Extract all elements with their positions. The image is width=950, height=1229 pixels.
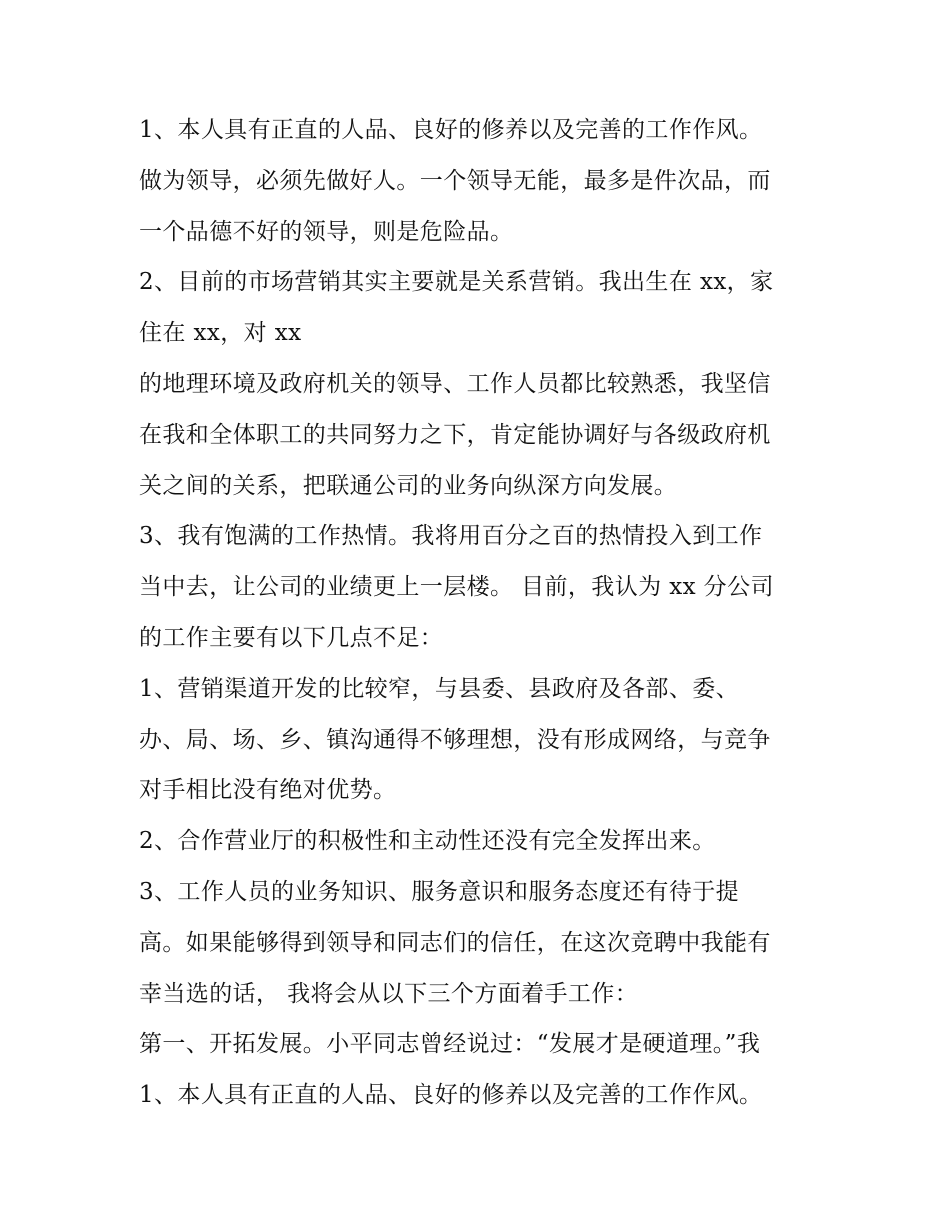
text-line-2: 做为领导，必须先做好人。一个领导无能，最多是件次品，而 (139, 167, 771, 194)
text-line-16: 3、工作人员的业务知识、服务意识和服务态度还有待于提 (139, 878, 740, 905)
text-line-17: 高。如果能够得到领导和同志们的信任，在这次竞聘中我能有 (139, 929, 771, 956)
text-line-5: 住在 xx，对 xx (139, 320, 302, 347)
text-line-20: 1、本人具有正直的人品、良好的修养以及完善的工作作风。 (139, 1082, 763, 1109)
text-line-3: 一个品德不好的领导，则是危险品。 (139, 218, 514, 245)
text-line-13: 办、局、场、乡、镇沟通得不够理想，没有形成网络，与竞争 (139, 726, 771, 753)
text-line-6: 的地理环境及政府机关的领导、工作人员都比较熟悉，我坚信 (139, 370, 771, 397)
document-body (139, 105, 829, 1121)
text-line-4: 2、目前的市场营销其实主要就是关系营销。我出生在 xx，家 (139, 269, 774, 296)
text-line-11: 的工作主要有以下几点不足： (139, 624, 444, 651)
text-line-9: 3、我有饱满的工作热情。我将用百分之百的热情投入到工作 (139, 523, 763, 550)
text-line-14: 对手相比没有绝对优势。 (139, 777, 397, 804)
text-line-7: 在我和全体职工的共同努力之下，肯定能协调好与各级政府机 (139, 421, 771, 448)
text-line-15: 2、合作营业厅的积极性和主动性还没有完全发挥出来。 (139, 828, 716, 855)
text-line-18: 幸当选的话， 我将会从以下三个方面着手工作： (139, 980, 639, 1007)
text-line-8: 关之间的关系，把联通公司的业务向纵深方向发展。 (139, 472, 678, 499)
text-line-1: 1、本人具有正直的人品、良好的修养以及完善的工作作风。 (139, 117, 763, 143)
text-line-12: 1、营销渠道开发的比较窄，与县委、县政府及各部、委、 (139, 675, 740, 702)
text-line-10: 当中去，让公司的业绩更上一层楼。 目前，我认为 xx 分公司 (139, 574, 774, 601)
text-line-19: 第一、开拓发展。小平同志曾经说过：“发展才是硬道理。”我 (139, 1031, 761, 1058)
